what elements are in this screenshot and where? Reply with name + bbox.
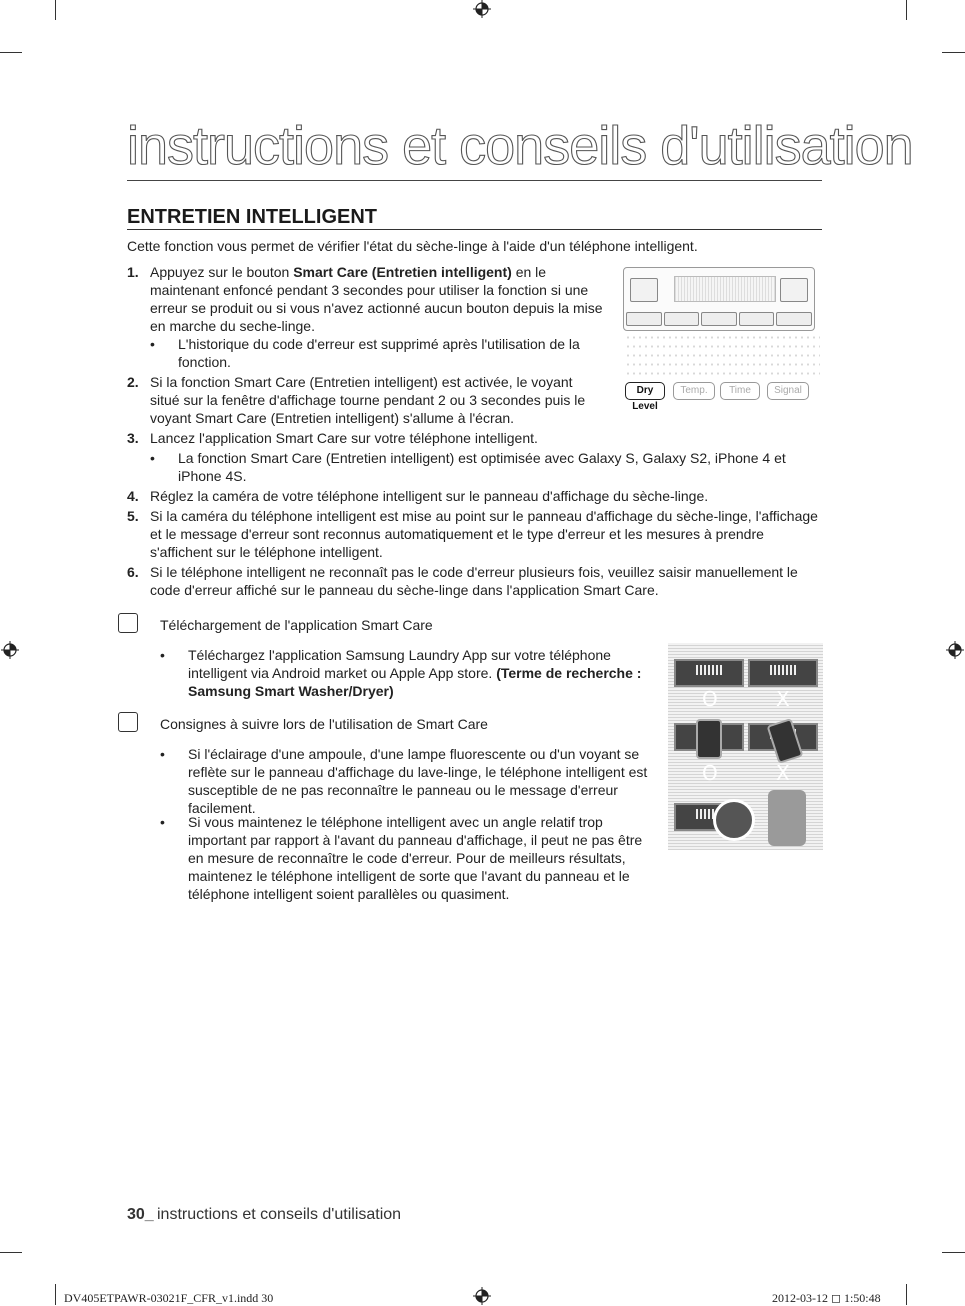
registration-mark-icon	[472, 1286, 492, 1306]
step-number: 1.	[127, 264, 139, 280]
panel-button-row	[626, 312, 812, 326]
step-text: Appuyez sur le bouton Smart Care (Entretien intelligent) en le maintenant enfoncé pendant 3 secondes pour utiliser la fonction si une erreur se produit ou si vous n'avez actionné aucun bouton depuis la mise en marche du seche-linge.	[150, 264, 603, 334]
panel-display	[674, 276, 776, 302]
panel-icon	[780, 278, 808, 302]
note-label: Téléchargement de l'application Smart Care	[160, 617, 433, 633]
bullet-text: L'historique du code d'erreur est supprimé après l'utilisation de la fonction.	[178, 336, 580, 370]
display-panel	[674, 659, 744, 687]
crop-mark	[55, 1284, 56, 1305]
step-number: 3.	[127, 430, 139, 446]
control-panel-illustration	[623, 267, 815, 331]
bullet-icon: •	[160, 746, 165, 762]
bullet-icon: •	[160, 647, 165, 663]
magnifier-icon	[713, 799, 755, 841]
correct-mark-icon: O	[702, 687, 718, 711]
phone-usage-illustration	[668, 643, 823, 850]
step-number: 5.	[127, 508, 139, 524]
bullet-text: Téléchargez l'application Samsung Laundry App sur votre téléphone intelligent via Android market ou Apple App store. (Terme de recherche : Samsung Smart Washer/Dryer)	[188, 647, 642, 699]
option-list-illustration	[625, 333, 820, 381]
crop-mark	[906, 0, 907, 20]
registration-mark-icon	[945, 640, 965, 660]
correct-mark-icon: O	[702, 761, 718, 785]
registration-mark-icon	[472, 0, 492, 19]
wrong-mark-icon: X	[776, 687, 790, 711]
note-pencil-icon	[118, 613, 138, 633]
crop-mark	[0, 52, 22, 53]
crop-mark	[906, 1284, 907, 1305]
note-pencil-icon	[118, 712, 138, 732]
step-text: Si la fonction Smart Care (Entretien intelligent) est activée, le voyant situé sur la fenêtre d'affichage tourne pendant 2 ou 3 secondes puis le voyant Smart Care (Entretien intelligent) s'allume à l'écran.	[150, 374, 586, 426]
bullet-icon: •	[150, 450, 155, 466]
footer-title: instructions et conseils d'utilisation	[157, 1206, 402, 1223]
step-text: Réglez la caméra de votre téléphone intelligent sur le panneau d'affichage du sèche-linge.	[150, 488, 709, 504]
step-number: 2.	[127, 374, 139, 390]
section-divider	[127, 229, 822, 230]
slug-filename: DV405ETPAWR-03021F_CFR_v1.indd 30	[64, 1291, 274, 1305]
chapter-divider	[127, 180, 822, 181]
crop-mark	[942, 1252, 965, 1253]
step-text: Lancez l'application Smart Care sur votre téléphone intelligent.	[150, 430, 538, 446]
step-text: Si la caméra du téléphone intelligent est mise au point sur le panneau d'affichage du sèche-linge, l'affichage et le message d'erreur sont reconnus automatiquement et le type d'erreur et les mesures à prendre s'affichent sur le téléphone intelligent.	[150, 508, 818, 560]
wrong-mark-icon: X	[776, 761, 790, 785]
time-button: Time	[720, 382, 760, 400]
bullet-icon: •	[160, 814, 165, 830]
crop-mark	[55, 0, 56, 20]
bullet-text: La fonction Smart Care (Entretien intelligent) est optimisée avec Galaxy S, Galaxy S2, iPhone 4 et iPhone 4S.	[178, 450, 786, 484]
dry-level-button: Dry Level	[625, 382, 665, 400]
step-number: 4.	[127, 488, 139, 504]
hand-holding-phone-icon	[768, 790, 806, 846]
crop-mark	[0, 1252, 22, 1253]
phone-icon	[696, 719, 722, 759]
temp-button: Temp.	[673, 382, 715, 400]
page-number: 30_	[127, 1206, 154, 1223]
display-panel	[748, 659, 818, 687]
step-text: Si le téléphone intelligent ne reconnaît pas le code d'erreur plusieurs fois, veuillez saisir manuellement le code d'erreur affiché sur le panneau du sèche-linge dans l'application Smart Care.	[150, 564, 798, 598]
intro-text: Cette fonction vous permet de vérifier l'état du sèche-linge à l'aide d'un téléphone intelligent.	[127, 238, 698, 254]
bullet-text: Si vous maintenez le téléphone intelligent avec un angle relatif trop important par rapport à l'avant du panneau d'affichage, il peut ne pas être en mesure de reconnaître le code d'erreur. Pour de meilleurs résultats, maintenez le téléphone intelligent de sorte que l'avant du panneau et le téléphone intelligent soient parallèles ou quasiment.	[188, 814, 643, 902]
chapter-title: instructions et conseils d'utilisation	[127, 116, 913, 176]
bullet-text: Si l'éclairage d'une ampoule, d'une lampe fluorescente ou d'un voyant se reflète sur le panneau d'affichage du lave-linge, le téléphone intelligent est susceptible de ne pas reconnaître le panneau ou le message d'erreur facilement.	[188, 746, 648, 816]
note-label: Consignes à suivre lors de l'utilisation de Smart Care	[160, 716, 488, 732]
crop-mark	[942, 52, 965, 53]
registration-mark-icon	[0, 640, 20, 660]
bullet-icon: •	[150, 336, 155, 352]
signal-button: Signal	[767, 382, 809, 400]
section-title: ENTRETIEN INTELLIGENT	[127, 206, 377, 228]
panel-icon	[630, 278, 658, 302]
step-number: 6.	[127, 564, 139, 580]
slug-timestamp: 2012-03-12 ◻ 1:50:48	[772, 1291, 881, 1305]
